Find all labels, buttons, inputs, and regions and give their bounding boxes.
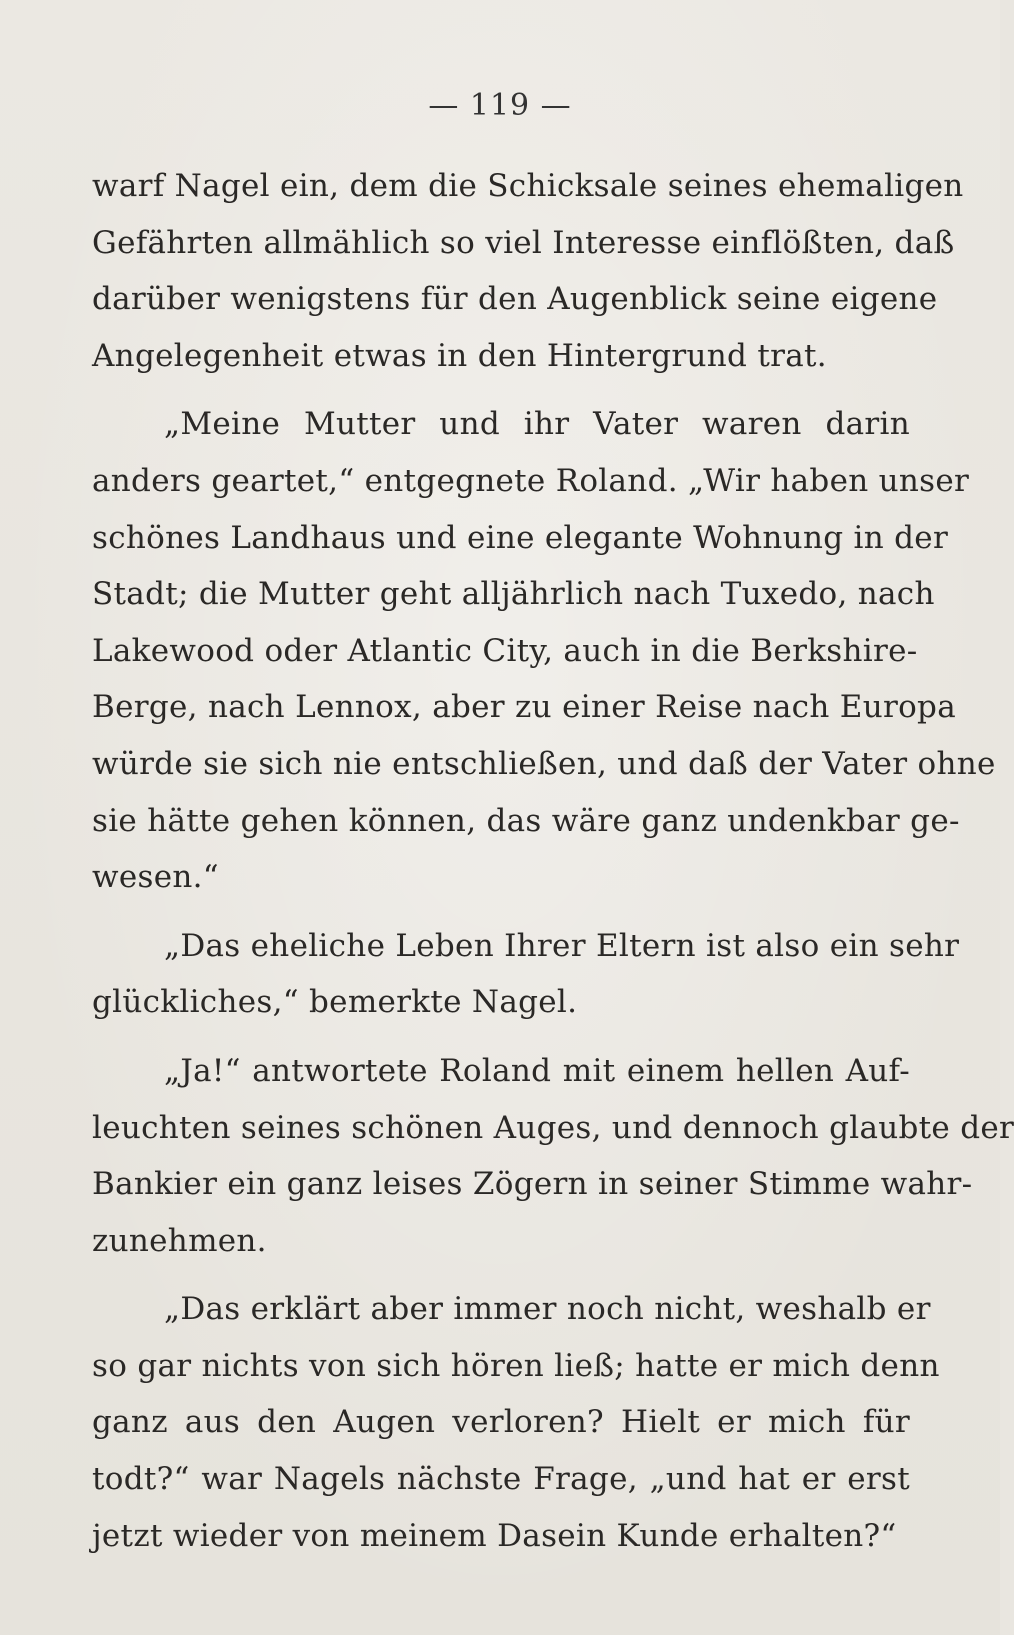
paragraph: [92, 918, 960, 1031]
text-line: zunehmen.: [92, 1222, 267, 1259]
text-line: darüber wenigstens für den Augenblick seine eigene: [92, 281, 938, 318]
text-line: würde sie sich nie entschließen, und daß der Vater ohne: [92, 745, 996, 782]
text-line: ganz aus den Augen verloren? Hielt er mich für: [92, 1404, 910, 1441]
text-line: „Ja!“ antwortete Roland mit einem hellen Auf-: [164, 1052, 910, 1089]
paragraph: [92, 1281, 940, 1564]
text-line: Stadt; die Mutter geht alljährlich nach Tuxedo, nach: [92, 576, 935, 613]
text-line: wesen.“: [92, 859, 219, 896]
text-line: warf Nagel ein, dem die Schicksale seines ehemaligen: [92, 168, 964, 204]
text-line: anders geartet,“ entgegnete Roland. „Wir haben unser: [92, 462, 970, 499]
text-line: Lakewood oder Atlantic City, auch in die Berkshire-: [92, 632, 918, 669]
text-line: „Meine Mutter und ihr Vater waren darin: [164, 406, 910, 443]
paragraph: [92, 396, 996, 905]
text-line: „Das eheliche Leben Ihrer Eltern ist also ein sehr: [164, 927, 960, 964]
text-line: Angelegenheit etwas in den Hintergrund trat.: [92, 337, 827, 374]
text-line: Gefährten allmählich so viel Interesse einflößten, daß: [92, 224, 955, 261]
body-text: [92, 158, 1014, 1564]
text-line: sie hätte gehen können, das wäre ganz undenkbar ge-: [92, 802, 960, 839]
text-line: leuchten seines schönen Auges, und dennoch glaubte der: [92, 1109, 1014, 1146]
text-line: Bankier ein ganz leises Zögern in seiner Stimme wahr-: [92, 1166, 973, 1203]
paragraph: [92, 158, 964, 384]
paragraph: [92, 1043, 1014, 1269]
text-line: schönes Landhaus und eine elegante Wohnung in der: [92, 519, 949, 556]
text-line: jetzt wieder von meinem Dasein Kunde erhalten?“: [92, 1517, 897, 1554]
text-line: todt?“ war Nagels nächste Frage, „und hat er erst: [92, 1461, 910, 1498]
text-line: Berge, nach Lennox, aber zu einer Reise nach Europa: [92, 689, 956, 726]
text-line: „Das erklärt aber immer noch nicht, weshalb er: [164, 1291, 931, 1328]
page-number: — 119 —: [428, 88, 572, 123]
text-line: glückliches,“ bemerkte Nagel.: [92, 984, 578, 1021]
text-line: so gar nichts von sich hören ließ; hatte er mich denn: [92, 1347, 940, 1384]
